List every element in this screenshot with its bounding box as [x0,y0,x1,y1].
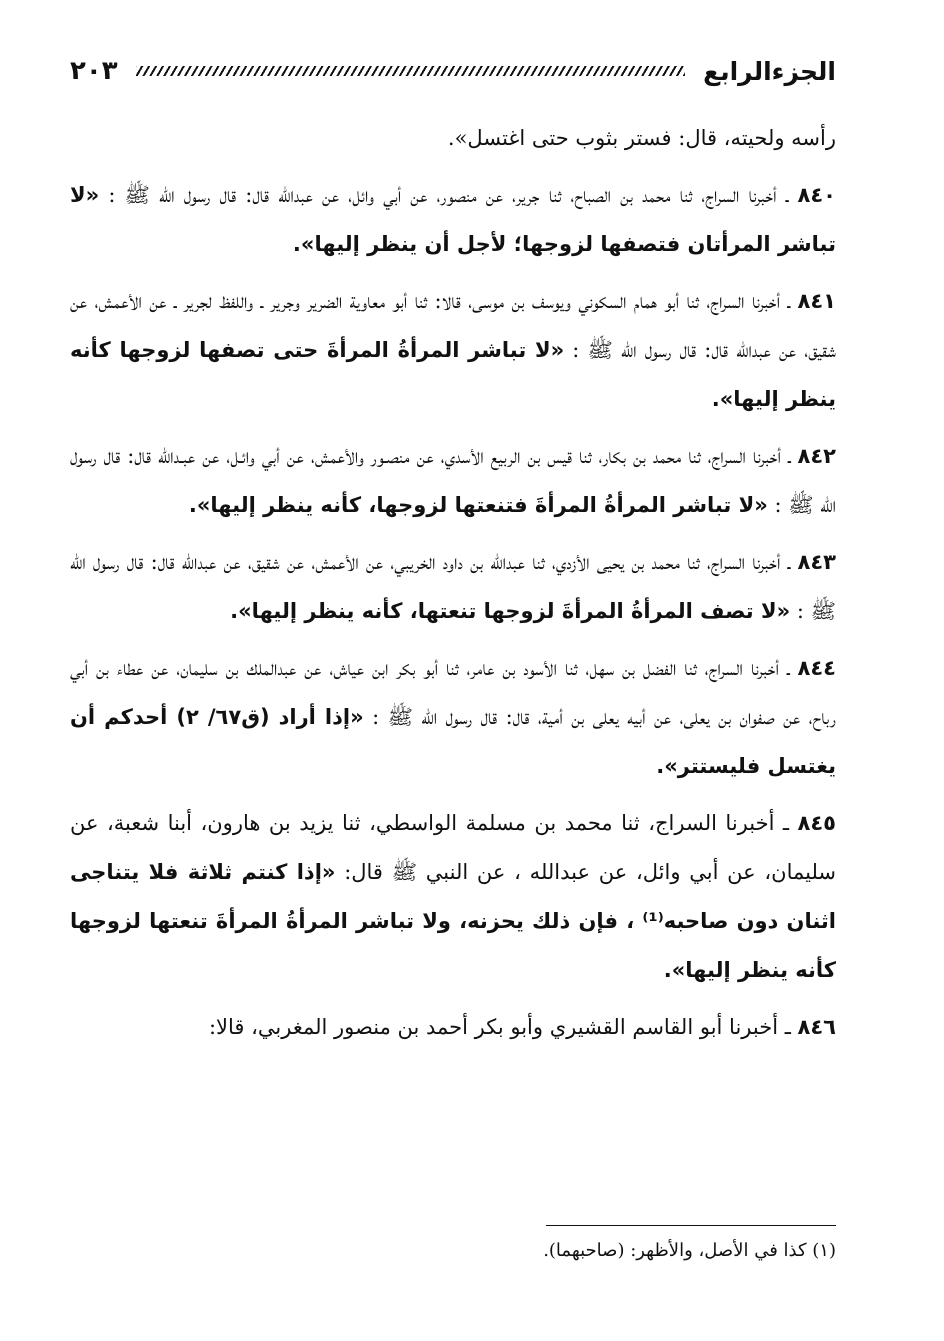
part-title: الجزءالرابع [703,56,836,86]
paragraph-text: ـ أخبرنا السراج، ثنا محمد بن يحيى الأزدي، ثنا عبدالله بن داود الخريبي، عن الأعمش، عن شقيق، عن عبدالله قال: قال رسول الله ﷺ : [70,550,836,623]
paragraph [70,277,836,424]
hadith-number: ٨٤٢ [797,444,836,468]
paragraph [70,538,836,636]
book-page [70,40,836,1310]
paragraph-text: ـ أخبرنا السراج، ثنا محمد بن مسلمة الواسطي، ثنا يزيد بن هارون، أبنا شعبة، عن سليمان، عن أبي وائل، عن عبدالله ، عن النبي ﷺ قال: [70,811,836,884]
paragraph-bold-text: «إذا أراد (ق٦٧/ ٢) أحدكم أن يغتسل فليستتر». [70,705,836,778]
paragraph [70,171,836,269]
paragraph-text: ـ أخبرنا السراج، ثنا محمد بن بكار، ثنا قيس بن الربيع الأسدي، عن منصـور والأعمش، عن أبي وائـل، عن عبـدالله قال: قال رسول الله ﷺ : [70,444,836,517]
paragraph-text: رأسه ولحيته، قال: فستر بثوب حتى اغتسل». [447,126,836,150]
paragraph [70,114,836,163]
paragraph [70,432,836,530]
paragraph-bold-text: «إذا كنتم ثلاثة فلا يتناجى اثنان دون صاحبه⁽¹⁾ ، فإن ذلك يحزنه، ولا تباشر المرأةُ المرأةَ تنعتها لزوجها كأنه ينظر إليها». [70,860,836,982]
hadith-number: ٨٤٠ [797,183,836,207]
paragraph-bold-text: «لا تصف المرأةُ المرأةَ لزوجها تنعتها، كأنه ينظر إليها». [230,599,791,623]
paragraph-text: ـ أخبرنا السراج، ثنا الفضل بن سهل، ثنا الأسود بن عامر، ثنا أبو بكر ابن عياش، عن عبدالملك بن سليمان، عن عطاء بن أبي رباح، عن صفوان بن يعلى، عن أبيه يعلى بن أمية، قال: قال رسول الله ﷺ : [70,656,836,729]
paragraph [70,1003,836,1052]
hadith-number: ٨٤٥ [797,811,836,835]
hadith-number: ٨٤١ [797,289,836,313]
paragraph-bold-text: «لا تباشر المرأةُ المرأةَ حتى تصفها لزوجها كأنه ينظر إليها». [70,338,836,411]
hadith-number: ٨٤٣ [797,550,836,574]
paragraph [70,644,836,791]
page-content [70,114,836,1052]
paragraph-text: ـ أخبرنا السراج، ثنا أبو همام السكوني ويوسف بن موسى، قالا: ثنا أبو معاوية الضرير وجرير ـ واللفظ لجرير ـ عن الأعمش، عن شقيق، عن عبدالله قال: قال رسول الله ﷺ : [70,289,837,362]
hadith-number: ٨٤٤ [797,656,836,680]
paragraph [70,799,836,995]
footnote-divider [546,1225,836,1226]
paragraph-bold-text: «لا تباشر المرأتان فتصفها لزوجها؛ لأجل أن ينظر إليها». [70,183,836,256]
paragraph-text: ـ أخبرنا السراج، ثنا محمد بن الصباح، ثنا جرير، عن منصور، عن أبي وائل، عن عبدالله قال: قال رسول الله ﷺ : [99,183,789,207]
page-header [70,40,836,102]
hadith-number: ٨٤٦ [797,1015,836,1039]
paragraph-bold-text: «لا تباشر المرأةُ المرأةَ فتنعتها لزوجها، كأنه ينظر إليها». [188,493,768,517]
footnote: (١) كذا في الأصل، والأظهر: (صاحبهما). [543,1240,836,1261]
page-number: ٢٠٣ [70,56,118,86]
paragraph-text: ـ أخبرنا أبو القاسم القشيري وأبو بكر أحمد بن منصور المغربي، قالا: [208,1015,791,1039]
header-divider [136,66,686,76]
